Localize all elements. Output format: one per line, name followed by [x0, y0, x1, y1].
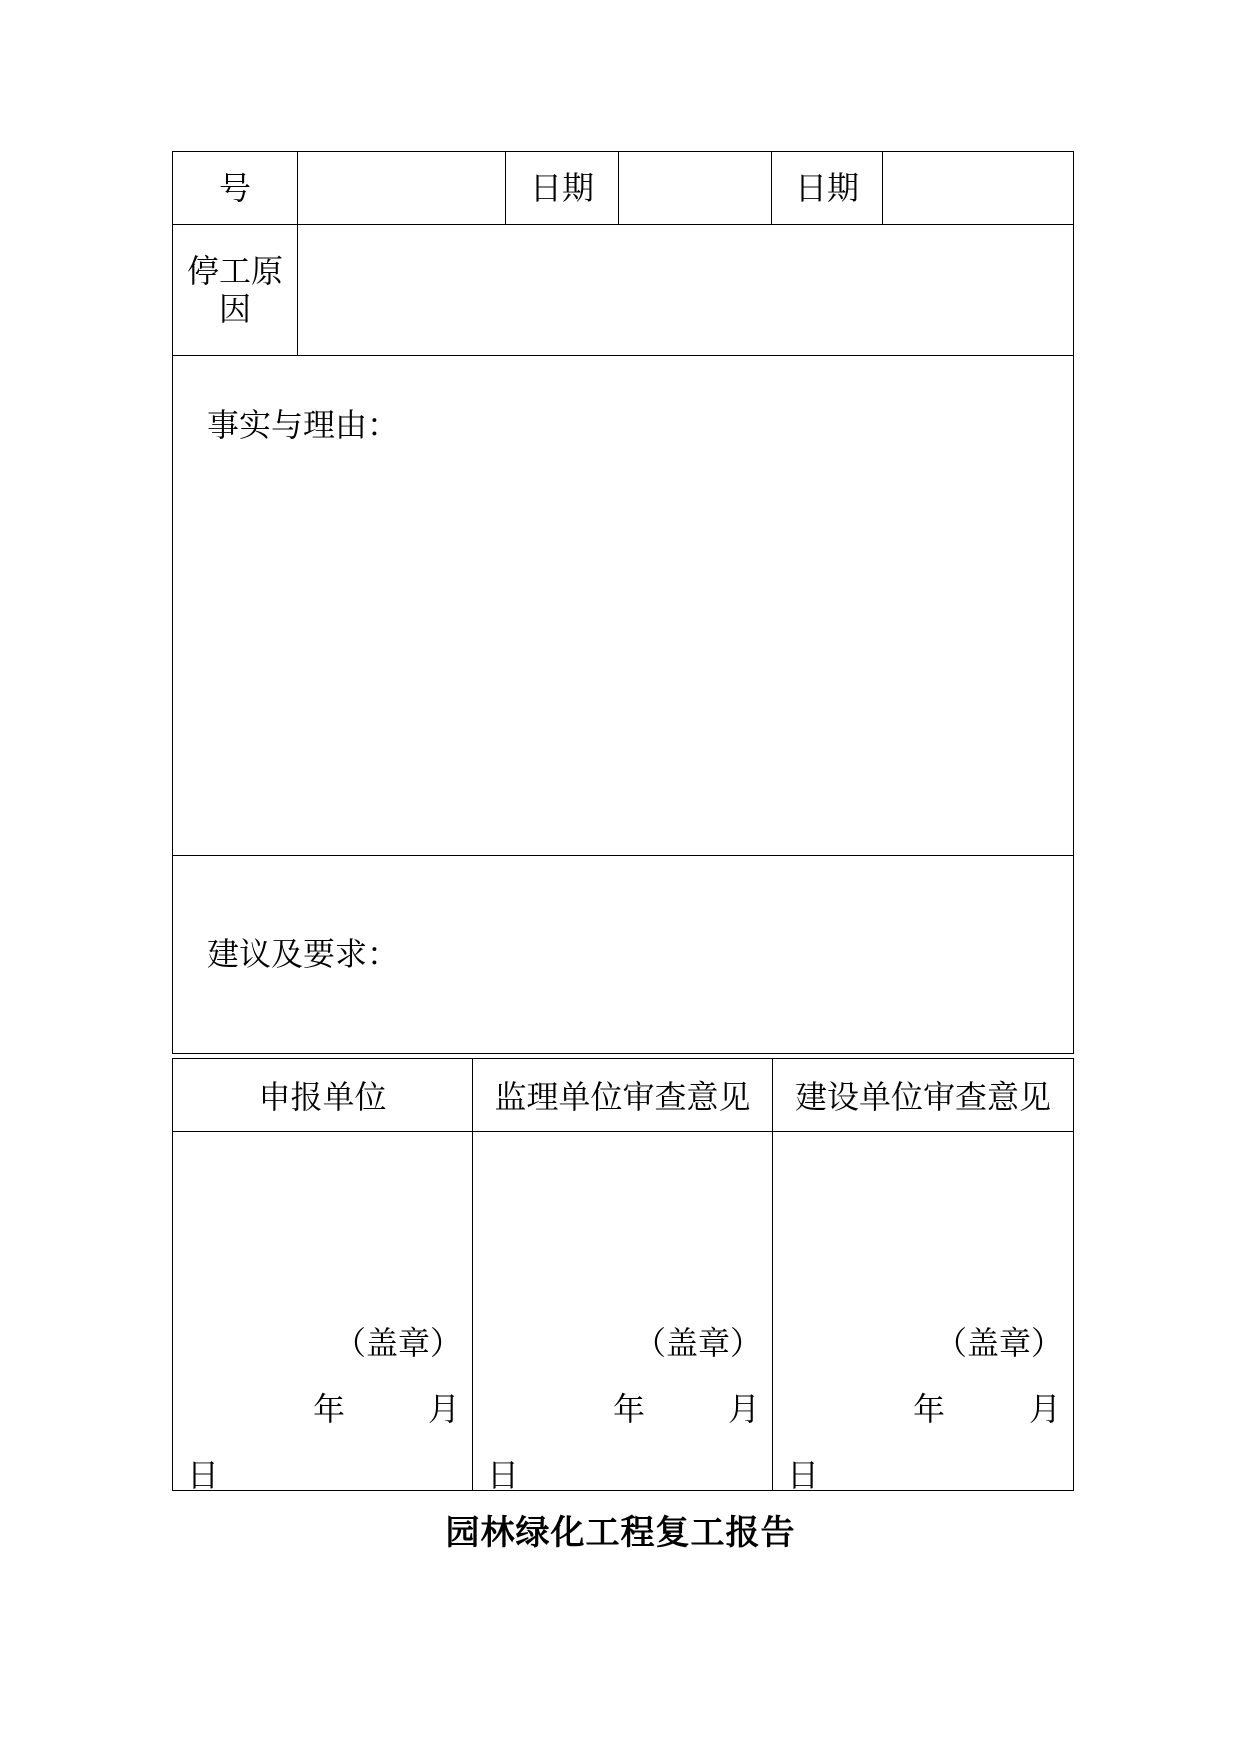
- stop-reason-label-line2: 因: [218, 290, 251, 328]
- owner-seal-label: （盖章）: [934, 1324, 1063, 1362]
- applicant-day-label: 日: [187, 1456, 220, 1494]
- owner-sign-cell[interactable]: [773, 1132, 1074, 1494]
- supervisor-header: 监理单位审查意见: [473, 1059, 773, 1132]
- applicant-header: 申报单位: [173, 1059, 473, 1132]
- applicant-sign-cell[interactable]: [173, 1132, 473, 1494]
- stop-reason-field[interactable]: [298, 225, 1074, 356]
- stop-reason-label-line1: 停工原: [186, 251, 283, 290]
- date-label-1: 日期: [506, 152, 619, 225]
- report-form-table: [172, 151, 1074, 1054]
- date-label-2: 日期: [772, 152, 883, 225]
- document-title: 园林绿化工程复工报告: [445, 1513, 796, 1553]
- number-field[interactable]: [298, 152, 506, 225]
- stop-reason-label: [173, 225, 298, 356]
- owner-year-label: 年: [913, 1390, 946, 1428]
- number-label: 号: [173, 152, 298, 225]
- signature-body-row: [173, 1132, 1074, 1491]
- supervisor-sign-cell[interactable]: [473, 1132, 773, 1494]
- facts-field[interactable]: [173, 356, 1074, 856]
- date-field-1[interactable]: [619, 152, 772, 225]
- suggestion-row: [173, 856, 1074, 1054]
- owner-day-label: 日: [787, 1456, 820, 1494]
- suggestion-field[interactable]: [173, 856, 1074, 1054]
- owner-header: 建设单位审查意见: [773, 1059, 1074, 1132]
- facts-row: [173, 356, 1074, 856]
- applicant-month-label: 月: [427, 1390, 460, 1428]
- supervisor-day-label: 日: [487, 1456, 520, 1494]
- facts-label: 事实与理由：: [207, 406, 400, 444]
- supervisor-seal-label: （盖章）: [633, 1324, 762, 1362]
- owner-month-label: 月: [1028, 1390, 1061, 1428]
- applicant-seal-label: （盖章）: [333, 1324, 462, 1362]
- signature-header-row: [173, 1059, 1074, 1132]
- supervisor-month-label: 月: [727, 1390, 760, 1428]
- signature-table: [172, 1058, 1074, 1494]
- supervisor-year-label: 年: [613, 1390, 646, 1428]
- suggestion-label: 建议及要求：: [207, 935, 400, 974]
- applicant-year-label: 年: [313, 1390, 346, 1428]
- header-row: [173, 152, 1074, 225]
- stop-reason-row: [173, 225, 1074, 356]
- date-field-2[interactable]: [883, 152, 1074, 225]
